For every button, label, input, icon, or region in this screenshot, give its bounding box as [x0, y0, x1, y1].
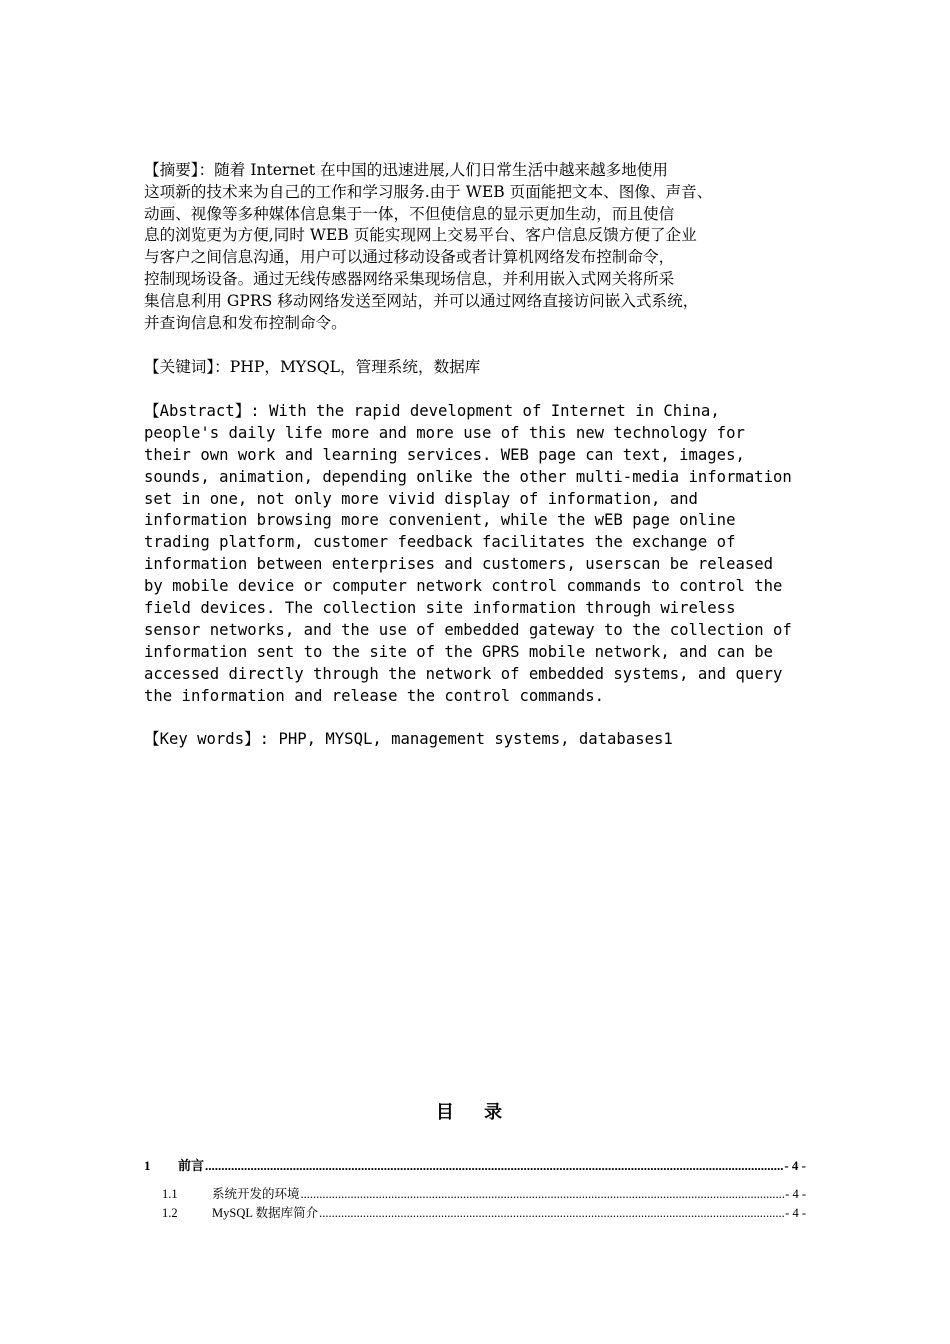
- abstract-cn-line: 集信息利用 GPRS 移动网络发送至网站，并可以通过网络直接访问嵌入式系统，: [144, 291, 699, 310]
- abstract-en-line: sensor networks, and the use of embedded gateway to the collection of: [144, 620, 792, 639]
- toc-leader-dots: [301, 1187, 785, 1202]
- abstract-cn-line: 并查询信息和发布控制命令。: [144, 313, 347, 332]
- toc-entry-title: MySQL 数据库简介: [212, 1206, 319, 1220]
- abstract-en-line: people's daily life more and more use of this new technology for: [144, 423, 745, 442]
- toc-entry-page: - 4 -: [784, 1158, 806, 1173]
- toc-entry-number: 1.1: [162, 1187, 178, 1201]
- toc-entry-title: 系统开发的环境: [212, 1187, 300, 1201]
- abstract-cn-line: 控制现场设备。通过无线传感器网络采集现场信息，并利用嵌入式网关将所采: [144, 269, 675, 288]
- abstract-en-line: information between enterprises and customers, userscan be released: [144, 555, 774, 574]
- keywords-cn-text: 【关键词】：PHP，MYSQL，管理系统，数据库: [144, 358, 481, 376]
- keywords-en-text: 【Key words】: PHP, MYSQL, management systems, databases1: [144, 730, 673, 748]
- abstract-en-line: sounds, animation, depending onlike the other multi-media information: [144, 467, 792, 486]
- abstract-cn-line: 动画、视像等多种媒体信息集于一体，不但使信息的显示更加生动，而且使信: [144, 204, 675, 223]
- toc-entry-page: - 4 -: [785, 1206, 806, 1220]
- abstract-en-line: information browsing more convenient, while the wEB page online: [144, 511, 736, 530]
- toc-leader-dots: [319, 1206, 784, 1221]
- toc-entry[interactable]: [144, 1203, 806, 1221]
- chinese-keywords: [144, 357, 812, 379]
- abstract-cn-line: 息的浏览更为方便,同时 WEB 页能实现网上交易平台、客户信息反馈方便了企业: [144, 226, 697, 245]
- toc-leader-dots: [205, 1158, 783, 1174]
- abstract-en-line: accessed directly through the network of embedded systems, and query: [144, 664, 783, 683]
- chinese-abstract: [144, 160, 812, 334]
- abstract-cn-line: 【摘要】：随着 Internet 在中国的迅速进展,人们日常生活中越来越多地使用: [144, 161, 668, 179]
- abstract-cn-line: 与客户之间信息沟通，用户可以通过移动设备或者计算机网络发布控制命令，: [144, 248, 675, 267]
- abstract-en-line: trading platform, customer feedback facilitates the exchange of: [144, 533, 736, 552]
- english-abstract: [144, 401, 824, 707]
- abstract-en-line: by mobile device or computer network control commands to control the: [144, 577, 783, 596]
- toc-entry[interactable]: [144, 1184, 806, 1202]
- english-keywords: [144, 729, 824, 751]
- abstract-en-line: field devices. The collection site information through wireless: [144, 599, 736, 618]
- toc-entry-number: 1.2: [162, 1206, 178, 1220]
- abstract-en-line: the information and release the control commands.: [144, 686, 605, 705]
- toc-entry[interactable]: [144, 1155, 806, 1174]
- abstract-en-line: 【Abstract】: With the rapid development of Internet in China,: [144, 402, 720, 420]
- toc-entry-number: 1: [144, 1158, 151, 1173]
- abstract-en-line: their own work and learning services. WEB page can text, images,: [144, 445, 745, 464]
- abstract-cn-line: 这项新的技术来为自己的工作和学习服务.由于 WEB 页面能把文本、图像、声音、: [144, 182, 713, 201]
- toc-entry-title: 前言: [178, 1158, 205, 1173]
- abstract-en-line: set in one, not only more vivid display of information, and: [144, 489, 698, 508]
- toc-title: 目 录: [435, 1102, 515, 1123]
- abstract-en-line: information sent to the site of the GPRS mobile network, and can be: [144, 642, 774, 661]
- toc-entry-page: - 4 -: [785, 1187, 806, 1201]
